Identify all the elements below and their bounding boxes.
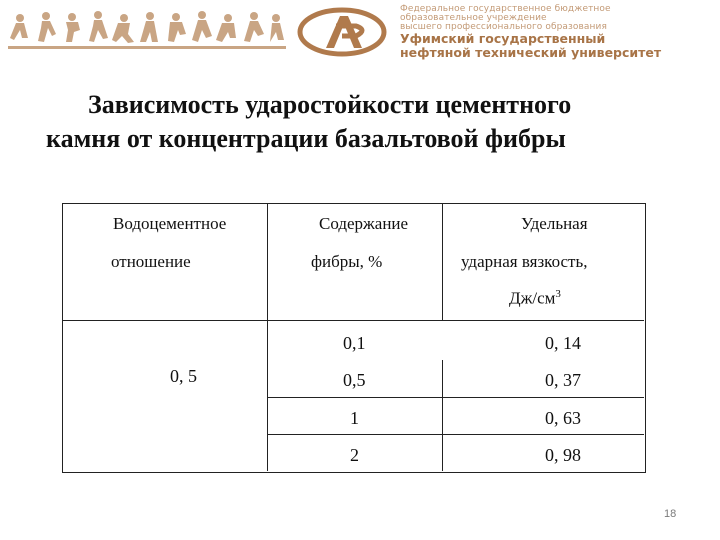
- unit-superscript: 3: [555, 288, 561, 300]
- university-name-line: Уфимский государственный: [400, 31, 606, 46]
- header-col1-line1: Водоцементное: [113, 214, 227, 233]
- toughness-value: 0, 14: [545, 333, 581, 353]
- page-number: 18: [664, 508, 677, 520]
- athletes-frieze-icon: [8, 8, 286, 52]
- fiber-value: 0,5: [343, 370, 366, 390]
- header-col3-line1: Удельная: [521, 214, 588, 233]
- toughness-value: 0, 37: [545, 370, 581, 390]
- header-col3-line2: ударная вязкость,: [461, 252, 588, 271]
- table-divider: [267, 397, 644, 398]
- page-title: [40, 88, 680, 156]
- table-divider: [267, 434, 644, 435]
- institution-line: образовательное учреждение: [400, 13, 547, 23]
- table-divider: [267, 204, 268, 471]
- table-divider: [442, 204, 443, 320]
- fiber-value: 2: [350, 445, 359, 465]
- institution-name: [400, 5, 710, 59]
- header-col2-line1: Содержание: [319, 214, 409, 233]
- fiber-value: 1: [350, 408, 359, 428]
- data-table: [62, 203, 646, 473]
- table-divider: [63, 320, 644, 321]
- university-name-line: нефтяной технический университет: [400, 44, 662, 60]
- toughness-value: 0, 63: [545, 408, 581, 428]
- header-col1-line2: отношение: [111, 252, 191, 271]
- wc-ratio-value: 0, 5: [170, 366, 197, 386]
- institution-line: высшего профессионального образования: [400, 22, 607, 32]
- university-emblem-icon: [296, 6, 388, 58]
- toughness-value: 0, 98: [545, 445, 581, 465]
- institution-line: Федеральное государственное бюджетное: [400, 4, 611, 14]
- fiber-value: 0,1: [343, 333, 366, 353]
- title-line-2: камня от концентрации базальтовой фибры: [46, 124, 566, 153]
- header-banner: [0, 0, 720, 62]
- title-line-1: Зависимость ударостойкости цементного: [88, 90, 572, 119]
- header-col2-line2: фибры, %: [311, 252, 383, 271]
- header-col3-line3: [509, 288, 561, 309]
- unit-label: Дж/см: [509, 288, 556, 308]
- table-divider: [442, 360, 443, 471]
